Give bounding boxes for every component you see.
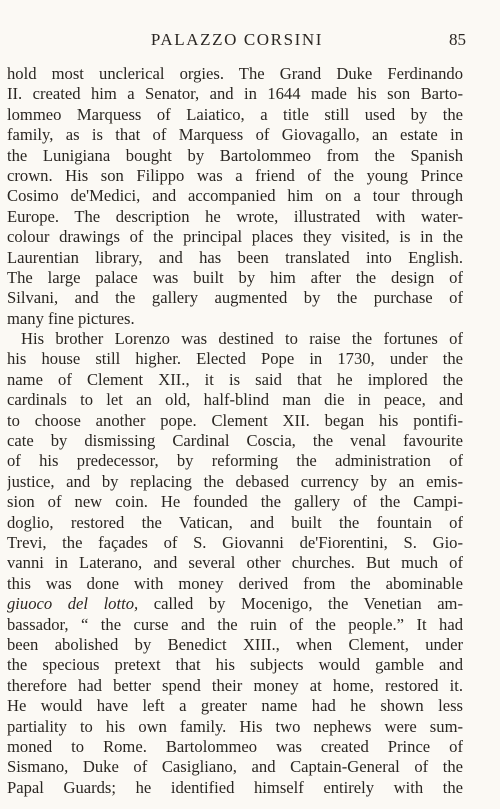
text-line: The large palace was built by him after the design of (7, 267, 463, 287)
text-line: partiality to his own family. His two nephews were sum- (7, 716, 463, 736)
text-line: Papal Guards; he identified himself entirely with the (7, 777, 463, 797)
line-remainder: called by Mocenigo, the Venetian am- (138, 594, 463, 614)
text-line: lommeo Marquess of Laiatico, a title still used by the (7, 104, 463, 124)
body-text (7, 64, 463, 798)
text-line: Sismano, Duke of Casigliano, and Captain-General of the (7, 757, 463, 777)
text-line: this was done with money derived from the abominable (7, 573, 463, 593)
text-line: name of Clement XII., it is said that he implored the (7, 369, 463, 389)
text-line: sion of new coin. He founded the gallery of the Campi- (7, 492, 463, 512)
text-line: Silvani, and the gallery augmented by the purchase of (7, 288, 463, 308)
text-line: to choose another pope. Clement XII. began his pontifi- (7, 410, 463, 430)
text-line: of his predecessor, by reforming the administration of (7, 451, 463, 471)
text-line: colour drawings of the principal places they visited, is in the (7, 227, 463, 247)
text-line: justice, and by replacing the debased currency by an emis- (7, 471, 463, 491)
text-line: Europe. The description he wrote, illustrated with water- (7, 206, 463, 226)
text-line: family, as is that of Marquess of Giovagallo, an estate in (7, 125, 463, 145)
text-line: vanni in Laterano, and several other churches. But much of (7, 553, 463, 573)
text-line: doglio, restored the Vatican, and built the fountain of (7, 512, 463, 532)
page-header (8, 30, 466, 52)
text-line: Cosimo de'Medici, and accompanied him on a tour through (7, 186, 463, 206)
text-line: II. created him a Senator, and in 1644 made his son Barto- (7, 84, 463, 104)
text-line: bassador, “ the curse and the ruin of the people.” It had (7, 614, 463, 634)
text-line: Trevi, the façades of S. Giovanni de'Fiorentini, S. Gio- (7, 532, 463, 552)
paragraph-start-line: His brother Lorenzo was destined to raise the fortunes of (21, 329, 463, 349)
text-line: cardinals to let an old, half-blind man die in peace, and (7, 390, 463, 410)
text-line: the Lunigiana bought by Bartolommeo from the Spanish (7, 145, 463, 165)
text-line: his house still higher. Elected Pope in 1730, under the (7, 349, 463, 369)
running-head: PALAZZO CORSINI (150, 30, 324, 49)
paragraph-end-line: many fine pictures. (7, 308, 135, 328)
text-line: Laurentian library, and has been translated into English. (7, 247, 463, 267)
text-line: He would have left a greater name had he shown less (7, 696, 463, 716)
text-line: therefore had better spend their money at home, restored it. (7, 675, 463, 695)
text-line: the specious pretext that his subjects would gamble and (7, 655, 463, 675)
text-line: hold most unclerical orgies. The Grand Duke Ferdinando (7, 64, 463, 83)
text-line: cate by dismissing Cardinal Coscia, the venal favourite (7, 431, 463, 451)
text-line: moned to Rome. Bartolommeo was created Prince of (7, 736, 463, 756)
text-line: crown. His son Filippo was a friend of the young Prince (7, 165, 463, 185)
text-line-with-italic (7, 594, 463, 614)
page-number: 85 (449, 30, 466, 49)
italic-phrase: giuoco del lotto, (7, 594, 139, 614)
text-line: been abolished by Benedict XIII., when Clement, under (7, 634, 463, 654)
